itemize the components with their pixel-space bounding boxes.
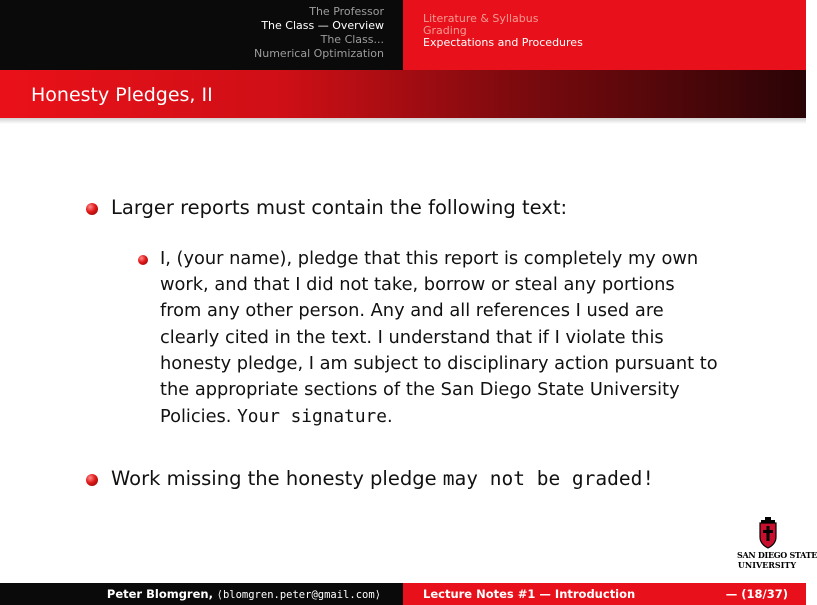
footer-bar xyxy=(0,583,806,605)
nav-subsection-expectations-procedures[interactable]: Expectations and Procedures xyxy=(423,36,583,49)
frame-title-bar xyxy=(0,70,806,118)
pledge-line: honesty pledge, I am subject to disciplinary action pursuant to xyxy=(160,353,718,374)
frame-title: Honesty Pledges, II xyxy=(31,84,213,106)
pledge-line: work, and that I did not take, borrow or steal any portions xyxy=(160,274,675,295)
footer-lecture-title: Lecture Notes #1 — Introduction xyxy=(423,587,636,601)
pledge-line: clearly cited in the text. I understand that if I violate this xyxy=(160,327,664,348)
footer-left xyxy=(0,583,403,605)
logo-text-san-diego-state: SAN DIEGO STATE xyxy=(737,550,817,560)
nav-subsection-literature-syllabus[interactable]: Literature & Syllabus xyxy=(423,12,539,25)
pledge-line: the appropriate sections of the San Diego State University xyxy=(160,379,680,400)
footer-page-number: — (18/37) xyxy=(725,587,788,601)
nav-section-numerical-optimization[interactable]: Numerical Optimization xyxy=(254,47,384,60)
sdsu-shield-icon xyxy=(759,517,777,548)
nav-section-class-overview[interactable]: The Class — Overview xyxy=(261,19,384,32)
pledge-line: from any other person. Any and all references I used are xyxy=(160,300,664,321)
bullet-icon xyxy=(86,474,98,486)
subsection-navigation xyxy=(403,0,806,70)
may-not-be-graded: may not be graded! xyxy=(442,467,655,490)
missing-pledge-text: Work missing the honesty pledge xyxy=(111,467,443,490)
section-navigation xyxy=(0,0,403,70)
author-email: ⟨blomgren.peter@gmail.com⟩ xyxy=(216,589,381,601)
sub-bullet-icon xyxy=(138,255,148,265)
nav-section-the-class[interactable]: The Class... xyxy=(320,33,384,46)
pledge-line: I, (your name), pledge that this report is completely my own xyxy=(160,248,699,269)
footer-right xyxy=(403,583,806,605)
bullet-text-missing-pledge xyxy=(111,467,654,490)
pledge-period: . xyxy=(386,406,393,427)
title-shadow xyxy=(0,118,806,124)
pledge-signature: Your signature xyxy=(237,406,387,427)
bullet-icon xyxy=(86,203,98,215)
navigation-bar xyxy=(0,0,806,70)
author-name: Peter Blomgren, xyxy=(106,587,213,601)
sdsu-logo xyxy=(737,517,817,577)
bullet-text-reports: Larger reports must contain the following text: xyxy=(111,196,568,219)
footer-author xyxy=(107,587,381,601)
logo-text-university: UNIVERSITY xyxy=(737,560,797,570)
nav-subsection-grading[interactable]: Grading xyxy=(423,24,467,37)
pledge-policies: Policies. xyxy=(160,406,238,427)
pledge-line-last xyxy=(160,406,393,427)
nav-section-professor[interactable]: The Professor xyxy=(309,5,384,18)
